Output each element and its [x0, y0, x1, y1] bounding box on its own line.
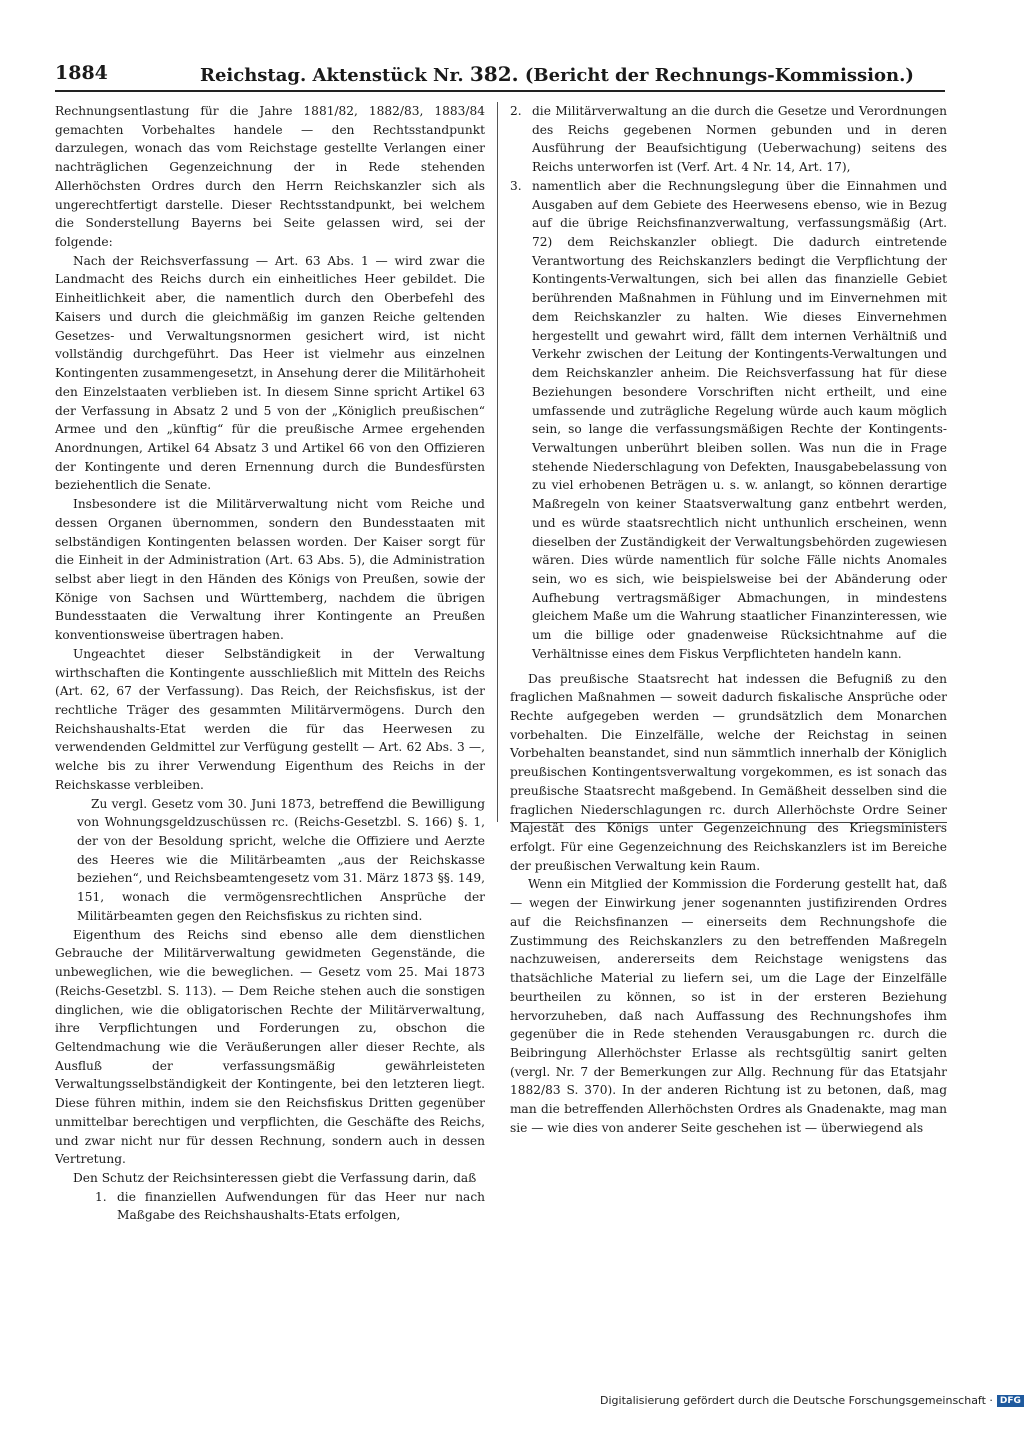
running-head-left: Reichstag. Aktenstück Nr.: [200, 65, 464, 86]
running-head: [200, 62, 914, 86]
left-column: [55, 102, 485, 1392]
header-rule: [55, 90, 945, 92]
left-paragraph-2: Nach der Reichsverfassung — Art. 63 Abs. 1 — wird zwar die Landmacht des Reichs durch ein einheitliches Heer gebildet. Die Einheitlichkeit aber, die namentlich durch den Oberbefehl des Kaisers und durch die gleichmäßig im ganzen Reiche geltenden Gesetzes- und Verwaltungsnormen gesichert wird, ist nicht vollständig durchgeführt. Das Heer ist vielmehr aus einzelnen Kontingenten zusammengesetzt, in Ansehung derer die Militärhoheit den Einzelstaaten verblieben ist. In diesem Sinne spricht Artikel 63 der Verfassung in Absatz 2 und 5 von der „Königlich preußischen“ Armee und den „künftig“ für die preußische Armee ergehenden Anordnungen, Artikel 64 Absatz 3 und Artikel 66 von den Offizieren der Kontingente und deren Ernennung durch die Bundesfürsten beziehentlich die Senate.: [55, 253, 485, 493]
footer-text: Digitalisierung gefördert durch die Deutsche Forschungsgemeinschaft ·: [600, 1394, 993, 1407]
left-paragraph-3: Insbesondere ist die Militärverwaltung nicht vom Reiche und dessen Organen übernommen, sondern den Bundesstaaten mit selbständigen Kontingenten belassen worden. Der Kaiser sorgt für die Einheit in der Administration (Art. 63 Abs. 5), die Administration selbst aber liegt in den Händen des Königs von Preußen, sowie der Könige von Sachsen und Württemberg, nachdem die übrigen Bundesstaaten die Verwaltung ihrer Kontingente an Preußen konventionsweise übertragen haben.: [55, 497, 485, 643]
right-paragraph-2: Wenn ein Mitglied der Kommission die Forderung gestellt hat, daß — wegen der Einwirkung jener sogenannten justifizirenden Ordres auf die Reichsfinanzen — einerseits dem Rechnungshofe die Zustimmung des Reichskanzlers zu den betreffenden Maßregeln nachzuweisen, andererseits dem Reichstage wenigstens das thatsächliche Material zu liefern sei, um die Lage der Einzelfälle beurtheilen zu können, so ist in der ersteren Beziehung hervorzuheben, daß nach Auffassung des Rechnungshofes ihm gegenüber die in Rede stehenden Verausgabungen rc. durch die Beibringung Allerhöchster Erlasse als rechtsgültig sanirt gelten (vergl. Nr. 7 der Bemerkungen zur Allg. Rechnung für das Etatsjahr 1882/83 S. 370). In der anderen Richtung ist zu betonen, daß, mag man die betreffenden Allerhöchsten Ordres als Gnadenakte, mag man sie — wie dies von anderer Seite geschehen ist — überwiegend als: [510, 877, 947, 1135]
left-note-paragraph: Zu vergl. Gesetz vom 30. Juni 1873, betreffend die Bewilligung von Wohnungsgeldzuschüssen rc. (Reichs-Gesetzbl. S. 166) §. 1, der von der Besoldung spricht, welche die Offiziere und Aerzte des Heeres wie die Militärbeamten „aus der Reichskasse beziehen“, und Reichsbeamtengesetz vom 31. März 1873 §§. 149, 151, wonach die vermögensrechtlichen Ansprüche der Militärbeamten gegen den Reichsfiskus zu richten sind.: [77, 796, 485, 923]
list-item-3-text: namentlich aber die Rechnungslegung über die Einnahmen und Ausgaben auf dem Gebiete des Heerwesens ebenso, wie in Bezug auf die übrige Reichsfinanzverwaltung, verfassungsmäßig (Art. 72) dem Reichskanzler obliegt. Die dadurch eintretende Verantwortung des Reichskanzlers bedingt die Verpflichtung der Kontingents-Verwaltungen, sich bei allen das finanzielle Gebiet berührenden Maßnahmen in Fühlung und im Einvernehmen mit dem Reichskanzler zu halten. Wie dieses Einvernehmen hergestellt und gewahrt wird, fällt dem internen Verhältniß und Verkehr zwischen der Leitung der Kontingents-Verwaltungen und dem Reichskanzler anheim. Die Reichsverfassung hat für diese Beziehungen besondere Vorschriften nicht ertheilt, und eine umfassende und zuträgliche Regelung würde auch kaum möglich sein, so lange die verfassungsmäßigen Rechte der Kontingents-Verwaltungen unberührt bleiben sollen. Was nun die in Frage stehende Niederschlagung von Defekten, Inausgabebelassung von zu viel erhobenen Beträgen u. s. w. anlangt, so können derartige Maßregeln von keiner Staatsverwaltung ganz entbehrt werden, und es würde staatsrechtlich nicht unthunlich erscheinen, wenn dieselben der Zuständigkeit der Verwaltungsbehörden zugewiesen wären. Dies würde namentlich für solche Fälle nichts Anomales sein, wo es sich, wie beispielsweise bei der Abänderung oder Aufhebung vertragsmäßiger Abmachungen, in mindestens gleichem Maße um die Wahrung staatlicher Finanzinteressen, wie um die billige oder gnadenweise Rücksichtnahme auf die Verhältnisse eines dem Fiskus Verpflichteten handeln kann.: [532, 178, 947, 661]
left-paragraph-1: Rechnungsentlastung für die Jahre 1881/82, 1882/83, 1883/84 gemachten Vorbehaltes handele — den Rechtsstandpunkt darzulegen, wonach das vom Reichstage gestellte Verlangen einer nachträglichen Gegenzeichnung der in Rede stehenden Allerhöchsten Ordres durch den Herrn Reichskanzler sich als ungerechtfertigt darstelle. Dieser Rechtsstandpunkt, bei welchem die Sonderstellung Bayerns bei Seite gelassen wird, sei der folgende:: [55, 104, 485, 250]
right-paragraph-1: Das preußische Staatsrecht hat indessen die Befugniß zu den fraglichen Maßnahmen — soweit dadurch fiskalische Ansprüche oder Rechte aufgegeben werden — grundsätzlich dem Monarchen vorbehalten. Die Einzelfälle, welche der Reichstag in seinen Vorbehalten beanstandet, sind nun sämmtlich innerhalb der Königlich preußischen Kontingentsverwaltung vorgekommen, es ist sonach das preußische Staatsrecht maßgebend. In Gemäßheit desselben sind die fraglichen Niederschlagungen rc. durch Allerhöchste Ordre Seiner Majestät des Königs unter Gegenzeichnung des Kriegsministers erfolgt. Für eine Gegenzeichnung des Reichskanzlers ist im Bereiche der preußischen Verwaltung kein Raum.: [510, 671, 947, 873]
list-item-3-number: 3.: [510, 178, 522, 193]
list-item-1-number: 1.: [95, 1189, 107, 1204]
left-paragraph-6: Eigenthum des Reichs sind ebenso alle dem dienstlichen Gebrauche der Militärverwaltung gewidmeten Gegenstände, die unbeweglichen, wie die beweglichen. — Gesetz vom 25. Mai 1873 (Reichs-Gesetzbl. S. 113). — Dem Reiche stehen auch die sonstigen dinglichen, wie die obligatorischen Rechte der Militärverwaltung, ihre Verpflichtungen und Forderungen zu, obschon die Geltendmachung wie die Veräußerungen aller dieser Rechte, als Ausfluß der verfassungsmäßig gewährleisteten Verwaltungsselbständigkeit der Kontingente, bei den letzteren liegt. Diese führen mithin, indem sie den Reichsfiskus Dritten gegenüber unmittelbar berechtigen und verpflichten, die Geschäfte des Reichs, und zwar nicht nur für dessen Rechnung, sondern auch in dessen Vertretung.: [55, 927, 485, 1167]
document-number: 382.: [469, 62, 519, 86]
digitization-footer: [600, 1394, 1021, 1412]
list-item-1-text: die finanziellen Aufwendungen für das Heer nur nach Maßgabe des Reichshaushalts-Etats erfolgen,: [117, 1189, 485, 1223]
column-separator: [497, 102, 498, 822]
list-item-2: [510, 102, 947, 177]
running-head-right: (Bericht der Rechnungs-Kommission.): [524, 65, 914, 86]
left-paragraph-4: Ungeachtet dieser Selbständigkeit in der Verwaltung wirthschaften die Kontingente ausschließlich mit Mitteln des Reichs (Art. 62, 67 der Verfassung). Das Reich, der Reichsfiskus, ist der rechtliche Träger des gesammten Militärvermögens. Durch den Reichshaushalts-Etat werden die für das Heerwesen zu verwendenden Geldmittel zur Verfügung gestellt — Art. 62 Abs. 3 —, welche bis zu ihrer Verwendung Eigenthum des Reichs in der Reichskasse verbleiben.: [55, 646, 485, 792]
page-number: 1884: [55, 62, 108, 84]
dfg-logo: DFG: [997, 1395, 1024, 1407]
left-paragraph-7: Den Schutz der Reichsinteressen giebt die Verfassung darin, daß: [73, 1170, 477, 1185]
list-item-2-number: 2.: [510, 104, 522, 118]
list-item-1: [55, 1188, 485, 1225]
list-item-2-text: die Militärverwaltung an die durch die Gesetze und Verordnungen des Reichs gegebenen Normen gebunden und in deren Ausführung der Beaufsichtigung (Ueberwachung) seitens des Reichs unterworfen ist (Verf. Art. 4 Nr. 14, Art. 17),: [532, 104, 947, 175]
column-section-rule: [510, 822, 947, 823]
list-item-3: [510, 177, 947, 664]
right-column: [510, 102, 947, 1392]
page-header: [55, 58, 945, 90]
